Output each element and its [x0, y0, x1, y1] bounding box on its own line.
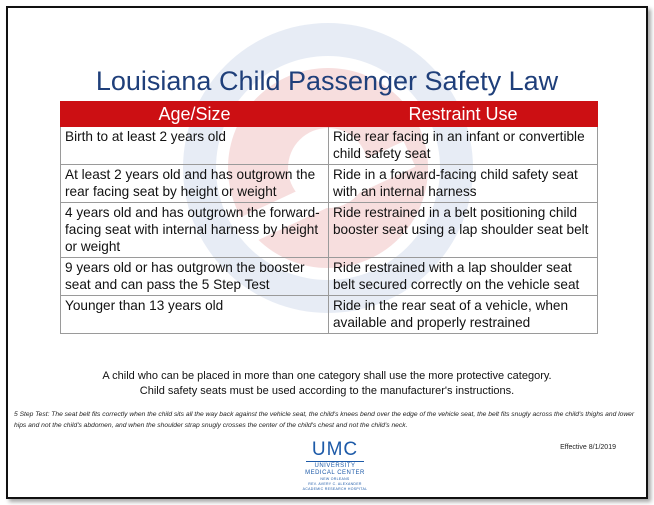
header-age-size: Age/Size: [61, 102, 329, 127]
restraint-cell: Ride in a forward-facing child safety seat with an internal harness: [329, 165, 598, 203]
table-row: [61, 127, 598, 165]
restraint-cell: Ride rear facing in an infant or convertible child safety seat: [329, 127, 598, 165]
restraint-cell: Ride in the rear seat of a vehicle, when available and properly restrained: [329, 296, 598, 334]
age-size-cell: Birth to at least 2 years old: [61, 127, 329, 165]
table-row: [61, 165, 598, 203]
logo-university: UNIVERSITY: [314, 463, 356, 469]
effective-date: Effective 8/1/2019: [560, 444, 616, 451]
header-restraint-use: Restraint Use: [329, 102, 598, 127]
five-step-test-footnote: 5 Step Test: The seat belt fits correctly when the child sits all the way back against the vehicle seat, the child's knees bend over the edge of the vehicle seat, the belt fits snugly across the child's thighs and lower hips and not the child's abdomen, and when the shoulder strap snugly crosses the center of the child's chest and not the child's neck.: [14, 411, 635, 429]
restraint-cell: Ride restrained with a lap shoulder seat belt secured correctly on the vehicle seat: [329, 258, 598, 296]
note-protective-category: A child who can be placed in more than one category shall use the more protective category.: [102, 370, 552, 382]
note-manufacturer-instructions: Child safety seats must be used according to the manufacturer's instructions.: [139, 385, 515, 397]
table-row: [61, 258, 598, 296]
table-header-row: [61, 102, 598, 127]
table-row: [61, 296, 598, 334]
age-size-cell: 9 years old or has outgrown the booster seat and can pass the 5 Step Test: [61, 258, 329, 296]
document-frame: [6, 6, 648, 499]
logo-medical-center: MEDICAL CENTER: [305, 470, 365, 476]
age-size-cell: Younger than 13 years old: [61, 296, 329, 334]
umc-logo: [300, 440, 370, 490]
logo-new-orleans: NEW ORLEANS: [320, 477, 350, 481]
logo-umc-text: UMC: [311, 439, 359, 460]
safety-law-table: [60, 101, 598, 334]
age-size-cell: 4 years old and has outgrown the forward-facing seat with internal harness by height or weight: [61, 203, 329, 258]
logo-academic: ACADEMIC RESEARCH HOSPITAL: [302, 487, 368, 491]
notes-block: [8, 369, 646, 399]
page-title: Louisiana Child Passenger Safety Law: [95, 66, 559, 96]
table-row: [61, 203, 598, 258]
logo-divider: [306, 461, 364, 462]
restraint-cell: Ride restrained in a belt positioning child booster seat using a lap shoulder seat belt: [329, 203, 598, 258]
age-size-cell: At least 2 years old and has outgrown the rear facing seat by height or weight: [61, 165, 329, 203]
logo-rev-name: REV. AVERY C. ALEXANDER: [308, 482, 362, 486]
